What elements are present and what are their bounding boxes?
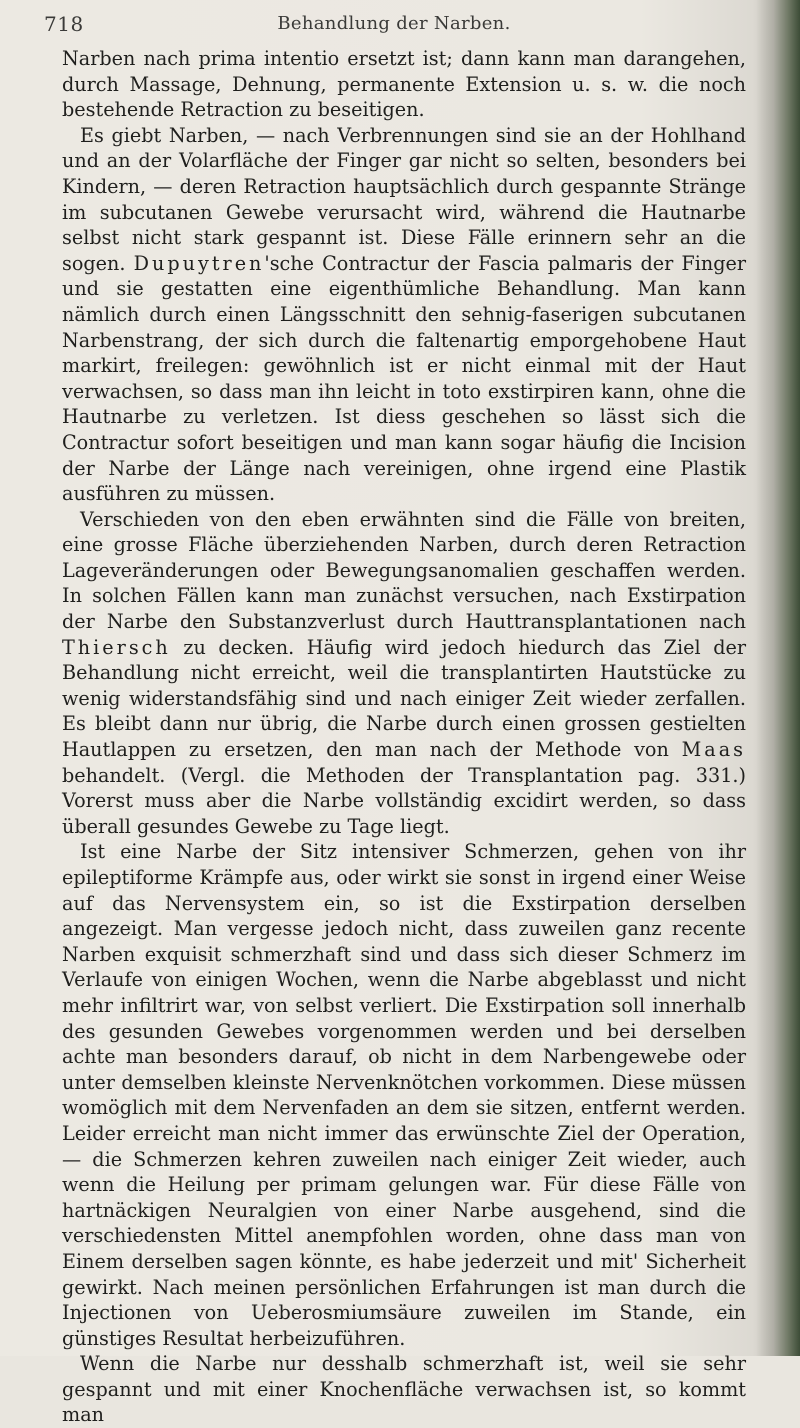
- text-run: behandelt. (Vergl. die Methoden der Transplantation pag. 331.) Vorerst muss aber die Narbe vollständig excidirt werden, so dass überall gesundes Gewebe zu Tage liegt.: [62, 763, 746, 838]
- page-header: [44, 12, 744, 42]
- text-run: 'sche Contractur der Fascia palmaris der Finger und sie gestatten eine eigenthümliche Behandlung. Man kann nämlich durch einen Längsschnitt den sehnig-faserigen subcutanen Narbenstrang, der sich durch die faltenartig emporgehobene Haut markirt, freilegen: gewöhnlich ist er nicht einmal mit der Haut verwachsen, so dass man ihn leicht in toto exstirpiren kann, ohne die Hautnarbe zu verletzen. Ist diess geschehen so lässt sich die Contractur sofort beseitigen und man kann sogar häufig die Incision der Narbe der Länge nach vereinigen, ohne irgend eine Plastik ausführen zu müssen.: [62, 251, 746, 506]
- paragraph: [62, 507, 746, 840]
- text-run: Ist eine Narbe der Sitz intensiver Schmerzen, gehen von ihr epileptiforme Krämpfe aus, oder wirkt sie sonst in irgend einer Weise auf das Nervensystem ein, so ist die Exstirpation derselben angezeigt. Man vergesse jedoch nicht, dass zuweilen ganz recente Narben exquisit schmerzhaft sind und dass sich dieser Schmerz im Verlaufe von einigen Wochen, wenn die Narbe abgeblasst und nicht mehr infiltrirt war, von selbst verliert. Die Exstirpation soll innerhalb des gesunden Gewebes vorgenommen werden und bei derselben achte man besonders darauf, ob nicht in dem Narbengewebe oder unter demselben kleinste Nervenknötchen vorkommen. Diese müssen womöglich mit dem Nervenfaden an dem sie sitzen, entfernt werden. Leider erreicht man nicht immer das erwünschte Ziel der Operation, — die Schmerzen kehren zuweilen nach einiger Zeit wieder, auch wenn die Heilung per primam gelungen war. Für diese Fälle von hartnäckigen Neuralgien von einer Narbe ausgehend, sind die verschiedensten Mittel anempfohlen worden, ohne dass man von Einem derselben sagen könnte, es habe jederzeit und mit' Sicherheit gewirkt. Nach meinen persönlichen Erfahrungen ist man durch die Injectionen von Ueberosmiumsäure zuweilen im Stande, ein günstiges Resultat herbeizuführen.: [62, 840, 746, 1350]
- author-name: Thiersch: [62, 635, 171, 659]
- page-number: 718: [44, 12, 84, 36]
- author-name: Maas: [681, 738, 746, 762]
- paragraph: [62, 123, 746, 507]
- text-run: Verschieden von den eben erwähnten sind die Fälle von breiten, eine grosse Fläche überziehenden Narben, durch deren Retraction Lageveränderungen oder Bewegungsanomalien geschaffen werden. In solchen Fällen kann man zunächst versuchen, nach Exstirpation der Narbe den Substanzverlust durch Hauttransplantationen nach: [62, 507, 746, 634]
- text-run: Wenn die Narbe nur desshalb schmerzhaft ist, weil sie sehr gespannt und mit einer Knochenfläche verwachsen ist, so kommt man: [62, 1352, 746, 1427]
- paragraph: [62, 839, 746, 1351]
- body-text: [62, 46, 746, 1428]
- text-run: Narben nach prima intentio ersetzt ist; dann kann man darangehen, durch Massage, Dehnung, permanente Extension u. s. w. die noch bestehende Retraction zu beseitigen.: [62, 47, 746, 122]
- page-binding-edge: [756, 0, 800, 1356]
- running-title: Behandlung der Narben.: [277, 13, 511, 34]
- text-run: Es giebt Narben, — nach Verbrennungen sind sie an der Hohlhand und an der Volarfläche der Finger gar nicht so selten, besonders bei Kindern, — deren Retraction hauptsächlich durch gespannte Stränge im subcutanen Gewebe verursacht wird, während die Hautnarbe selbst nicht stark gespannt ist. Diese Fälle erinnern sehr an die sogen.: [62, 123, 746, 275]
- paragraph: [62, 1351, 746, 1428]
- paragraph: [62, 46, 746, 123]
- author-name: Dupuytren: [133, 251, 265, 275]
- text-run: zu decken. Häufig wird jedoch hiedurch das Ziel der Behandlung nicht erreicht, weil die transplantirten Hautstücke zu wenig widerstandsfähig sind und nach einiger Zeit wieder zerfallen. Es bleibt dann nur übrig, die Narbe durch einen grossen gestielten Hautlappen zu ersetzen, den man nach der Methode von: [62, 635, 746, 762]
